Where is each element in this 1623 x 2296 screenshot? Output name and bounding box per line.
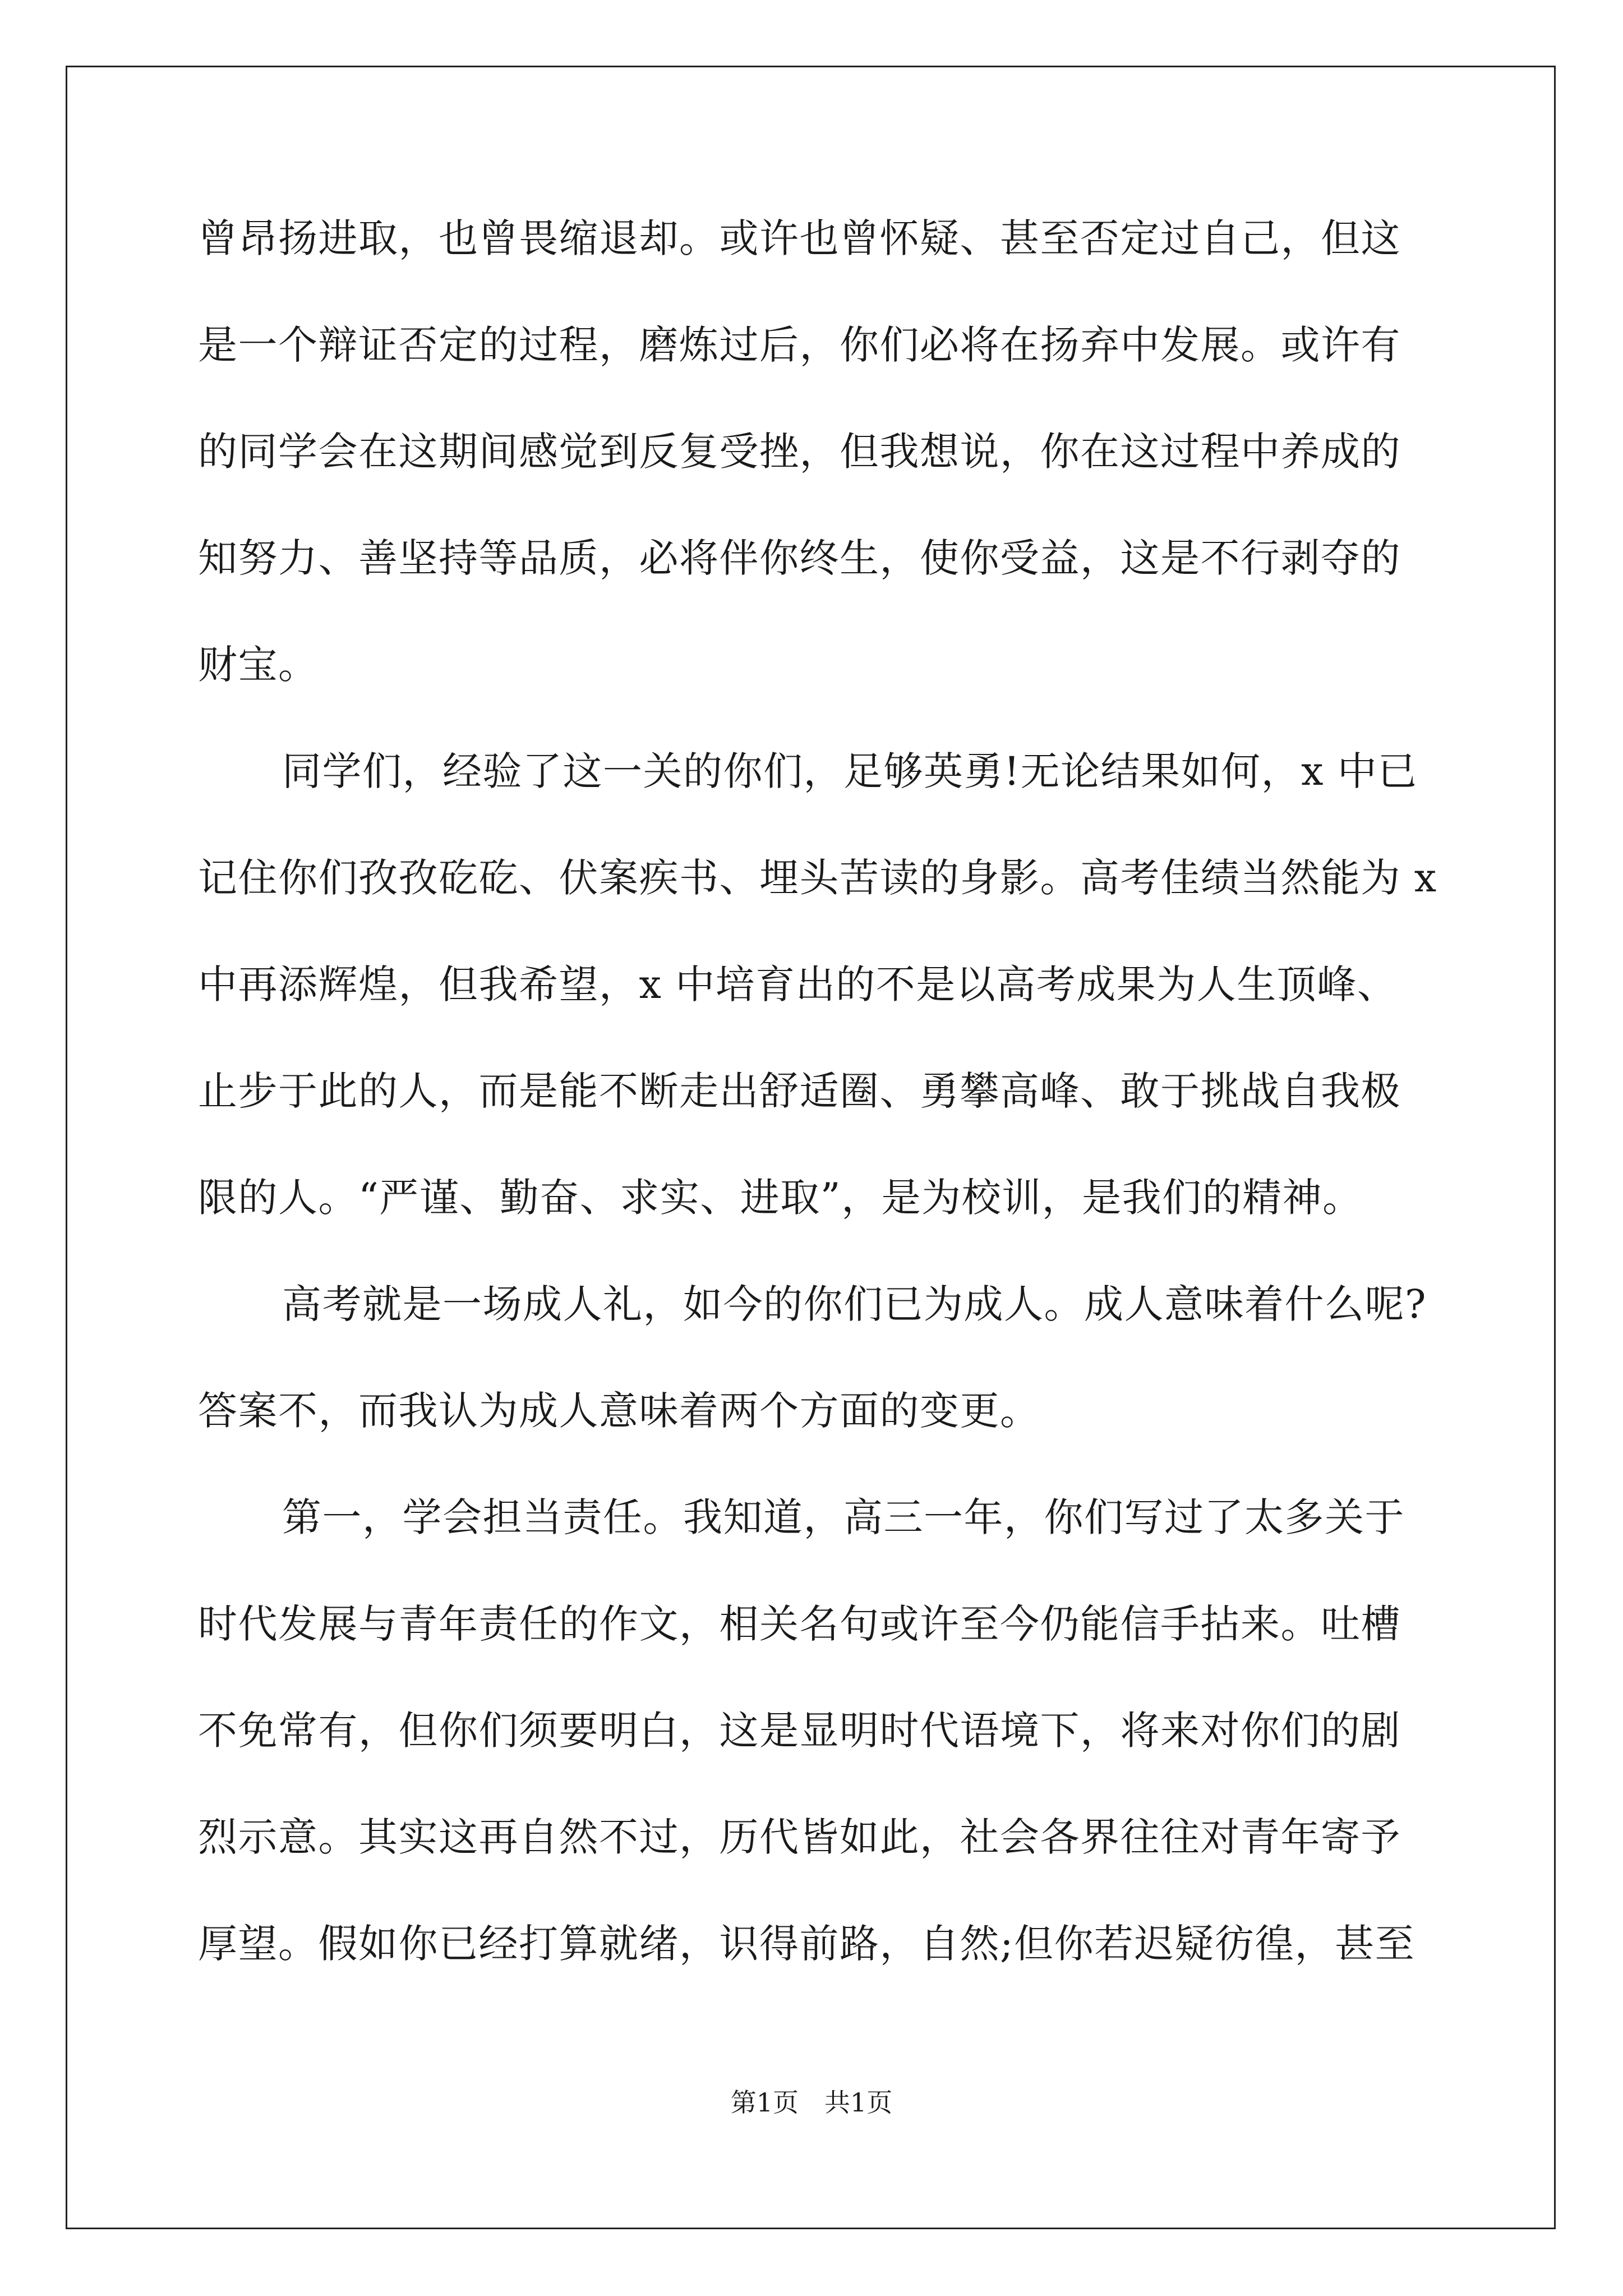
text-line: 答案不，而我认为成人意味着两个方面的变更。 bbox=[198, 1388, 1040, 1434]
document-body bbox=[198, 208, 1437, 2019]
text-line: 烈示意。其实这再自然不过，历代皆如此，社会各界往往对青年寄予 bbox=[198, 1814, 1401, 1860]
text-line: 止步于此的人，而是能不断走出舒适圈、勇攀高峰、敢于挑战自我极 bbox=[198, 1068, 1401, 1114]
text-line: 知努力、善坚持等品质，必将伴你终生，使你受益，这是不行剥夺的 bbox=[198, 535, 1401, 581]
paragraph-start-line: 第一，学会担当责任。我知道，高三一年，你们写过了太多关于 bbox=[282, 1494, 1405, 1540]
paragraph-start-line: 同学们，经验了这一关的你们，足够英勇!无论结果如何，x 中已 bbox=[282, 748, 1418, 794]
text-line: 的同学会在这期间感觉到反复受挫，但我想说，你在这过程中养成的 bbox=[198, 429, 1401, 475]
text-line: 财宝。 bbox=[198, 642, 319, 688]
text-line: 是一个辩证否定的过程，磨炼过后，你们必将在扬弃中发展。或许有 bbox=[198, 322, 1401, 368]
page-footer: 第1页 共1页 bbox=[730, 2087, 893, 2118]
text-line: 限的人。“严谨、勤奋、求实、进取”，是为校训，是我们的精神。 bbox=[198, 1175, 1363, 1221]
text-line: 不免常有，但你们须要明白，这是显明时代语境下，将来对你们的剧 bbox=[198, 1708, 1401, 1754]
paragraph-start-line: 高考就是一场成人礼，如今的你们已为成人。成人意味着什么呢? bbox=[282, 1281, 1427, 1327]
text-line: 中再添辉煌，但我希望，x 中培育出的不是以高考成果为人生顶峰、 bbox=[198, 961, 1398, 1007]
text-line: 时代发展与青年责任的作文，相关名句或许至今仍能信手拈来。吐槽 bbox=[198, 1601, 1401, 1647]
text-line: 厚望。假如你已经打算就绪，识得前路，自然;但你若迟疑彷徨，甚至 bbox=[198, 1921, 1415, 1967]
text-line: 记住你们孜孜矻矻、伏案疾书、埋头苦读的身影。高考佳绩当然能为 x bbox=[198, 855, 1437, 901]
text-line: 曾昂扬进取，也曾畏缩退却。或许也曾怀疑、甚至否定过自己，但这 bbox=[198, 215, 1401, 261]
